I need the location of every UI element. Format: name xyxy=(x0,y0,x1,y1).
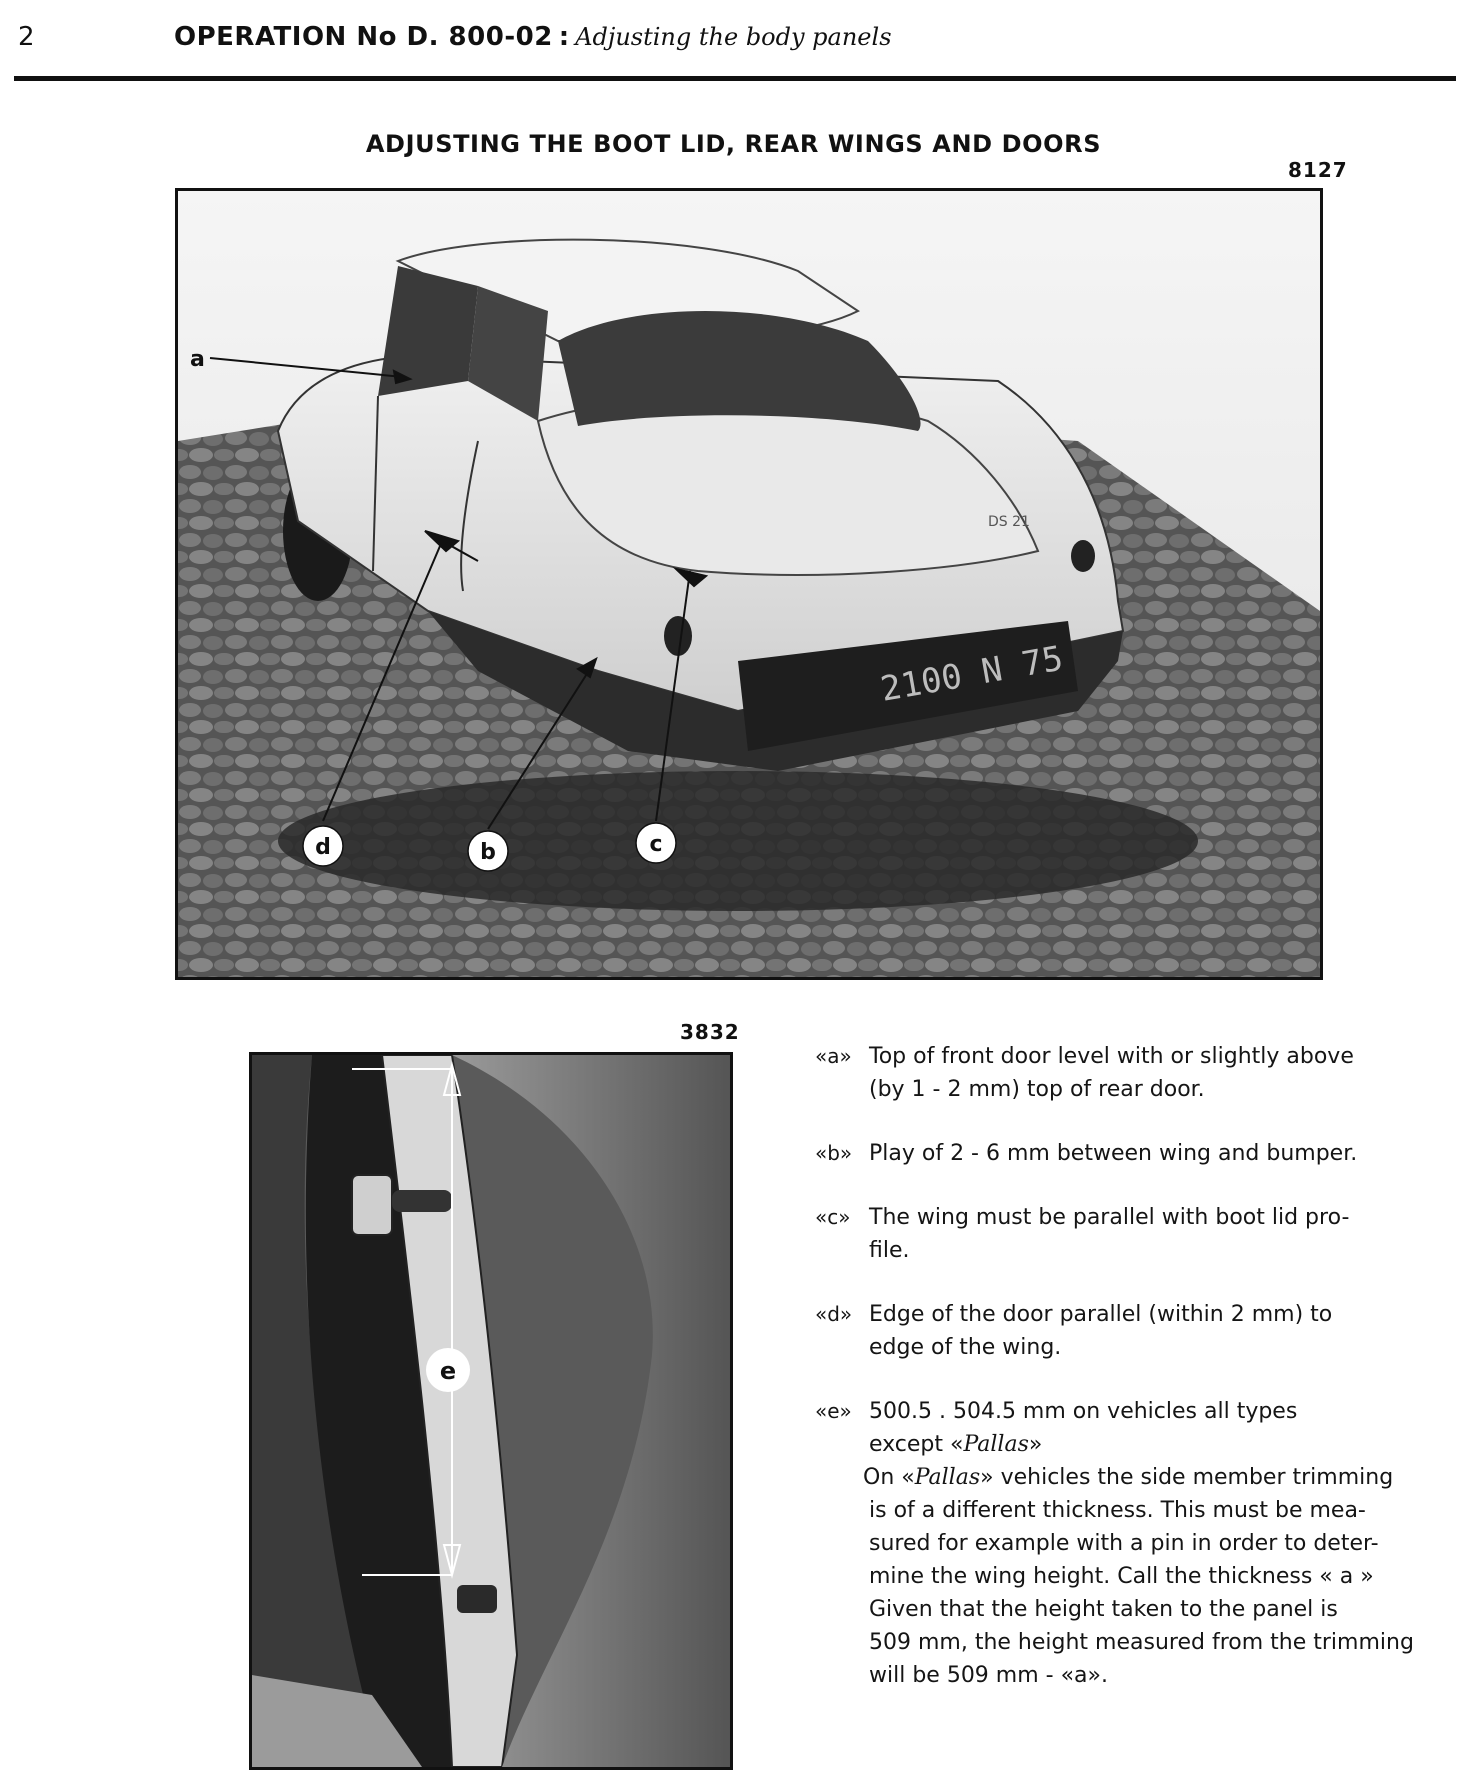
caption-c-line1: The wing must be parallel with boot lid pro- xyxy=(869,1205,1350,1230)
operation-number: OPERATION No D. 800-02 xyxy=(174,22,553,52)
caption-e xyxy=(815,1395,1455,1692)
callout-e-label: e xyxy=(439,1357,457,1385)
figure-number-bottom: 3832 xyxy=(680,1020,740,1044)
caption-b-tag: «b» xyxy=(815,1141,853,1165)
caption-b-line1: Play of 2 - 6 mm between wing and bumper. xyxy=(869,1141,1358,1166)
caption-c-tag: «c» xyxy=(815,1205,851,1229)
caption-b xyxy=(815,1137,1455,1170)
caption-a-line2: (by 1 - 2 mm) top of rear door. xyxy=(869,1077,1205,1102)
caption-e-line: sured for example with a pin in order to deter- xyxy=(869,1531,1379,1556)
callout-a-label: a xyxy=(190,347,205,372)
caption-list xyxy=(815,1040,1455,1723)
caption-a xyxy=(815,1040,1455,1106)
caption-d-line2: edge of the wing. xyxy=(869,1335,1062,1360)
callout-d-label: d xyxy=(315,835,331,860)
caption-e-line: Given that the height taken to the panel is xyxy=(869,1597,1338,1622)
caption-e-line2-italic: Pallas xyxy=(963,1432,1029,1457)
car-rear-illustration xyxy=(178,191,1320,977)
caption-e-line2-suffix: » xyxy=(1028,1432,1043,1457)
model-badge: DS 21 xyxy=(988,514,1030,530)
door-frame-illustration xyxy=(252,1055,730,1767)
caption-d xyxy=(815,1298,1455,1364)
caption-e-line2 xyxy=(815,1428,1455,1461)
operation-subtitle: Adjusting the body panels xyxy=(575,23,892,51)
caption-e-line1: 500.5 . 504.5 mm on vehicles all types xyxy=(869,1399,1298,1424)
caption-e-line: is of a different thickness. This must be mea- xyxy=(869,1498,1366,1523)
section-title: ADJUSTING THE BOOT LID, REAR WINGS AND DOORS xyxy=(365,130,1102,158)
callout-b-badge xyxy=(468,831,508,871)
car-rear-photo xyxy=(175,188,1323,980)
page-number: 2 xyxy=(18,22,35,52)
caption-c-line2: file. xyxy=(869,1238,910,1263)
caption-e-p2 xyxy=(815,1461,1455,1494)
callout-e-badge xyxy=(426,1348,470,1392)
header-separator: : xyxy=(558,22,570,52)
callout-d-badge xyxy=(303,826,343,866)
caption-e-line2-prefix: except « xyxy=(869,1432,964,1457)
caption-e-line: mine the wing height. Call the thickness « a » xyxy=(869,1564,1374,1589)
header-rule xyxy=(14,76,1456,81)
door-frame-photo xyxy=(249,1052,733,1770)
callout-c-label: c xyxy=(649,832,663,857)
caption-e-tag: «e» xyxy=(815,1399,852,1423)
caption-e-line: will be 509 mm - «a». xyxy=(869,1663,1108,1688)
page-header xyxy=(174,22,892,52)
caption-e-line: 509 mm, the height measured from the trimming xyxy=(869,1630,1414,1655)
callout-b-label: b xyxy=(480,840,496,865)
license-plate: 2100 N 75 xyxy=(877,638,1066,710)
caption-e-p2-suffix: » vehicles the side member trimming xyxy=(980,1465,1394,1490)
caption-a-line1: Top of front door level with or slightly above xyxy=(869,1044,1354,1069)
callout-c-badge xyxy=(636,823,676,863)
caption-e-p2-italic: Pallas xyxy=(914,1465,981,1490)
caption-a-tag: «a» xyxy=(815,1044,852,1068)
caption-d-tag: «d» xyxy=(815,1302,853,1326)
caption-d-line1: Edge of the door parallel (within 2 mm) to xyxy=(869,1302,1333,1327)
figure-number-top: 8127 xyxy=(1288,158,1348,182)
caption-e-p2-prefix: On « xyxy=(863,1465,915,1490)
caption-c xyxy=(815,1201,1455,1267)
